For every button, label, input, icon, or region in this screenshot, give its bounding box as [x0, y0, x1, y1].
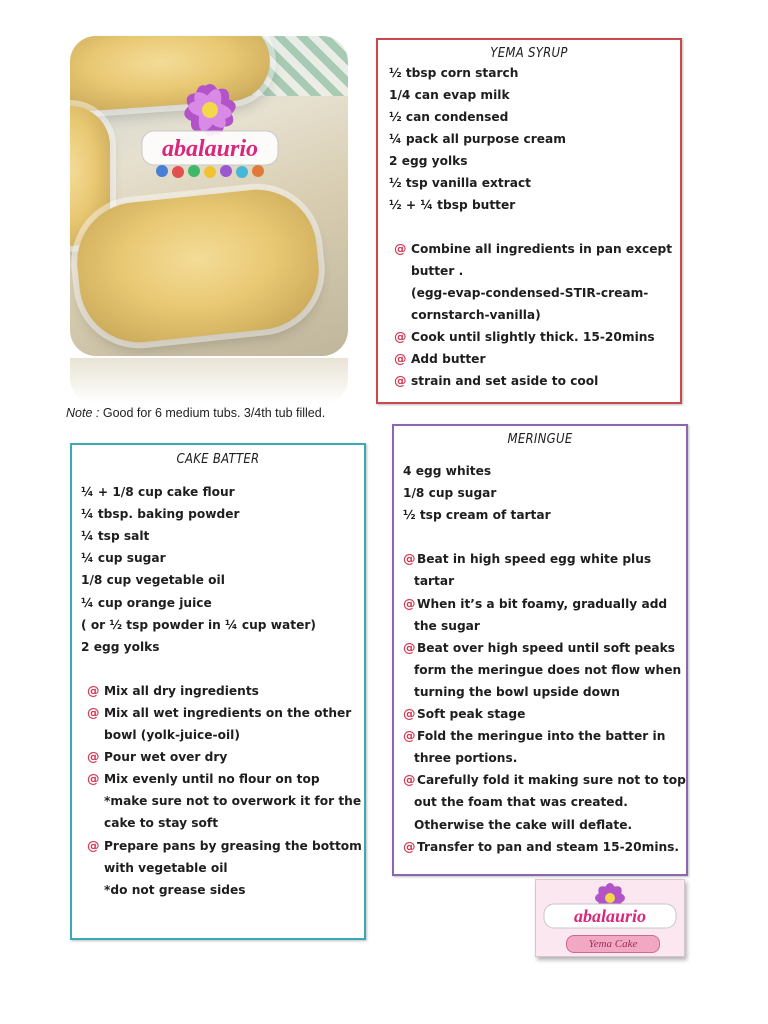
- step-line: butter .: [411, 264, 464, 278]
- step-line: When it’s a bit foamy, gradually add: [417, 596, 668, 611]
- bullet-icon: @: [394, 373, 407, 388]
- ingredient-line: ( or ½ tsp powder in ¼ cup water): [81, 617, 316, 632]
- bullet-icon: @: [403, 639, 416, 655]
- note-label: Note :: [66, 406, 100, 420]
- step-line: Mix evenly until no flour on top: [104, 772, 320, 787]
- step-line: turning the bowl upside down: [414, 684, 620, 699]
- ingredient-line: ¼ tbsp. baking powder: [81, 507, 240, 522]
- yema-syrup-title: YEMA SYRUP: [490, 46, 568, 61]
- bullet-icon: @: [403, 706, 416, 721]
- badge-brand-name: abalaurio: [573, 906, 647, 926]
- cake-tub: [71, 184, 324, 348]
- step-line: Add butter: [411, 352, 486, 366]
- bullet-icon: @: [403, 772, 416, 788]
- ingredient-line: ½ + ¼ tbsp butter: [389, 198, 516, 212]
- ingredient-line: ½ can condensed: [389, 110, 509, 124]
- step-line: Prepare pans by greasing the bottom: [104, 838, 362, 853]
- note-text: Good for 6 medium tubs. 3/4th tub filled.: [102, 406, 326, 420]
- step-line: strain and set aside to cool: [411, 374, 599, 388]
- ingredient-line: 2 egg yolks: [81, 639, 160, 654]
- ingredient-line: 1/4 can evap milk: [389, 88, 510, 102]
- ingredient-line: 1/8 cup vegetable oil: [81, 573, 225, 588]
- step-line: Transfer to pan and steam 15-20mins.: [417, 839, 680, 854]
- bullet-icon: @: [394, 329, 407, 344]
- badge-logo: [536, 880, 684, 936]
- step-line: three portions.: [414, 751, 518, 766]
- step-line: (egg-evap-condensed-STIR-cream-: [411, 286, 649, 300]
- step-line: Combine all ingredients in pan except: [411, 242, 673, 256]
- ingredient-line: 1/8 cup sugar: [403, 486, 497, 501]
- meringue-title: MERINGUE: [507, 432, 573, 447]
- bullet-icon: @: [87, 749, 100, 765]
- step-line: Fold the meringue into the batter in: [417, 729, 666, 744]
- step-line: the sugar: [414, 618, 480, 633]
- step-line: with vegetable oil: [104, 860, 228, 875]
- ingredient-line: 2 egg yolks: [389, 154, 468, 168]
- bullet-icon: @: [87, 682, 100, 698]
- bullet-icon: @: [403, 838, 416, 854]
- bullet-icon: @: [87, 771, 100, 787]
- step-line: cake to stay soft: [104, 816, 219, 831]
- step-line: Soft peak stage: [417, 707, 526, 721]
- bullet-icon: @: [403, 728, 416, 744]
- serving-note: [66, 406, 325, 420]
- ingredient-line: ¼ pack all purpose cream: [389, 132, 566, 146]
- bullet-icon: @: [403, 595, 416, 611]
- step-line: form the meringue does not flow when: [414, 662, 682, 677]
- meringue-card: [392, 424, 688, 876]
- brand-name: abalaurio: [161, 136, 259, 162]
- product-photo: [70, 36, 348, 356]
- cake-batter-card: [70, 443, 366, 940]
- step-line: Mix all wet ingredients on the other: [104, 705, 352, 720]
- ingredient-line: ½ tbsp corn starch: [389, 66, 519, 80]
- step-line: cornstarch-vanilla): [411, 308, 541, 322]
- step-line: Beat over high speed until soft peaks: [417, 640, 676, 655]
- ingredient-line: 4 egg whites: [403, 464, 492, 478]
- badge-tagline: Yema Cake: [566, 935, 660, 953]
- ingredient-line: ½ tsp vanilla extract: [389, 176, 531, 190]
- step-line: Mix all dry ingredients: [104, 683, 259, 698]
- bullet-icon: @: [394, 241, 407, 256]
- ingredient-line: ¼ + 1/8 cup cake flour: [81, 485, 235, 499]
- step-line: Pour wet over dry: [104, 750, 228, 765]
- bullet-icon: @: [403, 551, 416, 567]
- brand-logo: [120, 76, 300, 186]
- step-line: out the foam that was created.: [414, 795, 628, 810]
- step-line: *do not grease sides: [104, 882, 246, 897]
- step-line: Beat in high speed egg white plus: [417, 552, 652, 567]
- ingredient-line: ¼ cup sugar: [81, 551, 166, 566]
- yema-syrup-card: [376, 38, 682, 404]
- step-line: Carefully fold it making sure not to top: [417, 773, 686, 788]
- bullet-icon: @: [87, 704, 100, 720]
- ingredient-line: ¼ cup orange juice: [81, 595, 212, 610]
- ingredient-line: ¼ tsp salt: [81, 529, 150, 544]
- step-line: Cook until slightly thick. 15-20mins: [411, 330, 655, 344]
- photo-reflection: [70, 358, 348, 404]
- brand-badge: [535, 879, 685, 957]
- step-line: bowl (yolk-juice-oil): [104, 728, 240, 742]
- ingredient-line: ½ tsp cream of tartar: [403, 508, 551, 523]
- bullet-icon: @: [87, 837, 100, 853]
- step-line: tartar: [414, 574, 455, 589]
- bullet-icon: @: [394, 351, 407, 366]
- cake-batter-title: CAKE BATTER: [176, 452, 260, 467]
- step-line: Otherwise the cake will deflate.: [414, 817, 633, 832]
- step-line: *make sure not to overwork it for the: [104, 794, 362, 809]
